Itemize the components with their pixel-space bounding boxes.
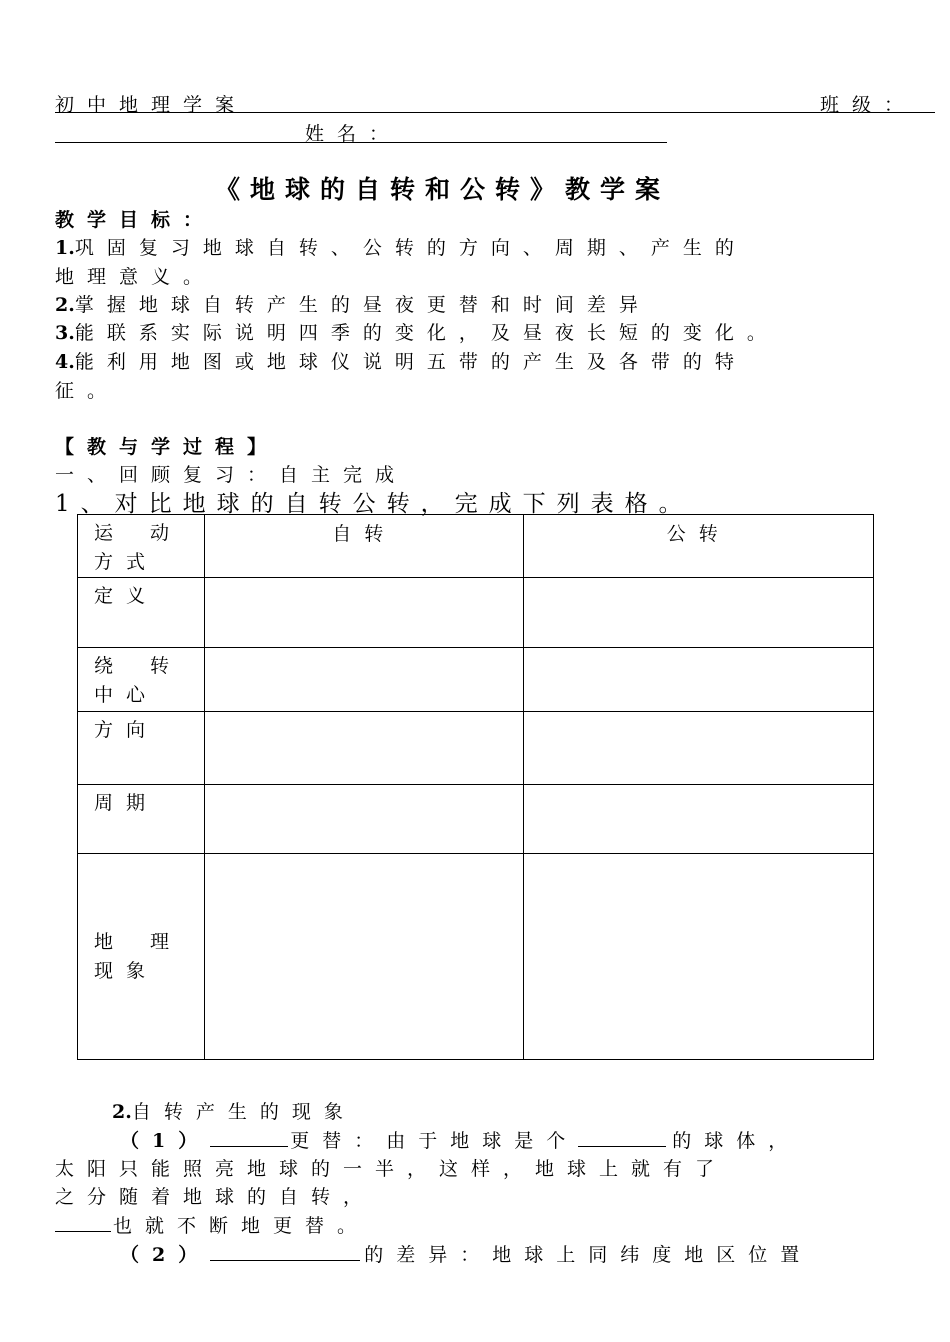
objective-3: 3.能联系实际说明四季的变化，及昼夜长短的变化。 — [55, 322, 779, 344]
objective-1-line2: 地理意义。 — [55, 266, 216, 288]
revolution-center-cell[interactable] — [524, 648, 874, 712]
section-2-p2-line1: （2） 的差异：地球上同纬度地区位置 — [120, 1244, 813, 1266]
blank-2[interactable] — [578, 1130, 666, 1147]
blank-1[interactable] — [210, 1130, 288, 1147]
process-heading: 【教与学过程】 — [55, 436, 280, 458]
header-left: 初中地理学案 — [55, 94, 248, 116]
section-2-p1-line3: 之分随着地球的自转， — [55, 1186, 376, 1208]
row-label-center: 绕 转 中心 — [78, 648, 205, 712]
rotation-period-cell[interactable] — [204, 785, 524, 854]
table-header-row — [78, 515, 874, 578]
section-2-p1-line1: （1） 更替：由于地球是个 的球体， — [120, 1130, 801, 1152]
table-row — [78, 578, 874, 648]
row-label-period: 周期 — [78, 785, 205, 854]
name-blank-rule — [55, 142, 667, 143]
revolution-definition-cell[interactable] — [524, 578, 874, 648]
section-2-p1-line4: 也就不断地更替。 — [55, 1211, 369, 1238]
section-1-heading: 一、回顾复习：自主完成 — [55, 464, 408, 486]
table-row — [78, 712, 874, 785]
objective-4-line1: 4.能利用地图或地球仪说明五带的产生及各带的特 — [55, 351, 747, 373]
objective-2: 2.掌握地球自转产生的昼夜更替和时间差异 — [55, 294, 651, 316]
row-label-definition: 定义 — [78, 578, 205, 648]
rotation-phenomena-cell[interactable] — [204, 854, 524, 1060]
blank-3[interactable] — [55, 1215, 111, 1232]
revolution-phenomena-cell[interactable] — [524, 854, 874, 1060]
table-row — [78, 854, 874, 1060]
table-row — [78, 648, 874, 712]
header-cell-revolution: 公转 — [524, 515, 874, 578]
page-title: 《地球的自转和公转》教学案 — [215, 175, 671, 204]
header-cell-motion: 运 动 方式 — [78, 515, 205, 578]
name-label: 姓名： — [305, 123, 402, 145]
objective-1-line1: 1.巩固复习地球自转、公转的方向、周期、产生的 — [55, 237, 747, 259]
section-2-p1-line2: 太阳只能照亮地球的一半，这样，地球上就有了 — [55, 1158, 728, 1180]
header-cell-rotation: 自转 — [204, 515, 524, 578]
row-label-direction: 方向 — [78, 712, 205, 785]
objectives-heading: 教学目标： — [55, 209, 216, 231]
section-2-heading: 2.自转产生的现象 — [112, 1101, 356, 1123]
objective-4-line2: 征。 — [55, 380, 120, 402]
rotation-center-cell[interactable] — [204, 648, 524, 712]
rotation-definition-cell[interactable] — [204, 578, 524, 648]
table-row — [78, 785, 874, 854]
header-rule-1 — [55, 112, 935, 113]
comparison-table — [77, 514, 874, 1060]
revolution-period-cell[interactable] — [524, 785, 874, 854]
row-label-phenomena: 地 理 现象 — [78, 854, 205, 1060]
revolution-direction-cell[interactable] — [524, 712, 874, 785]
rotation-direction-cell[interactable] — [204, 712, 524, 785]
class-label: 班级： — [820, 94, 917, 116]
task-1: 1、对比地球的自转公转，完成下列表格。 — [55, 491, 693, 517]
blank-4[interactable] — [210, 1244, 360, 1261]
